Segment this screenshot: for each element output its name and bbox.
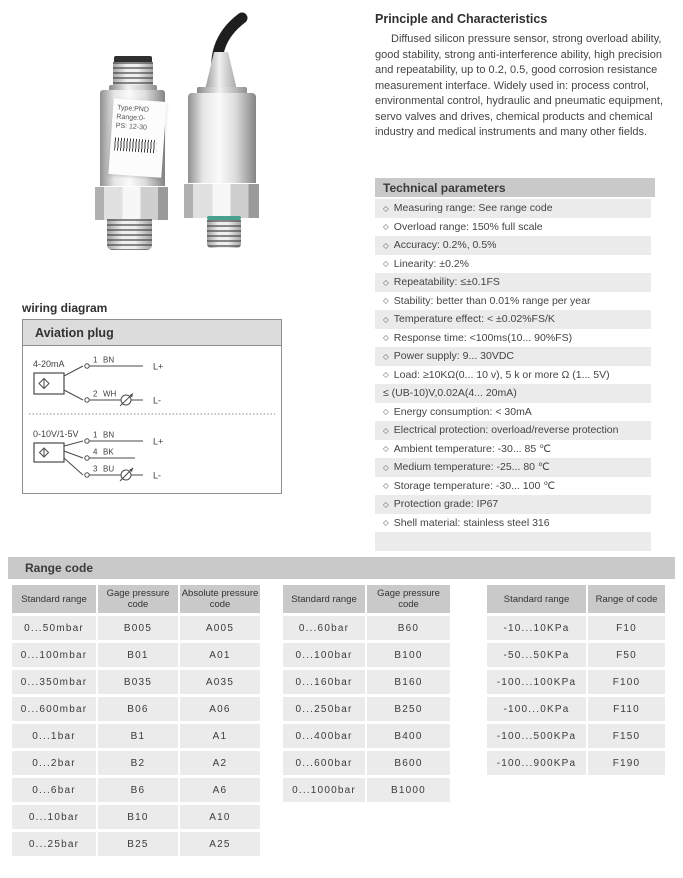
table-cell: B160: [367, 670, 450, 694]
diamond-bullet-icon: ◇: [383, 425, 389, 435]
technical-parameter-row: [375, 532, 651, 551]
wiring-diagram-box: [22, 319, 282, 494]
wire-pin: 1: [93, 355, 98, 365]
wire-pin: 4: [93, 447, 98, 457]
table-cell: B60: [367, 616, 450, 640]
diamond-bullet-icon: ◇: [383, 203, 389, 213]
table-cell: B1: [98, 724, 178, 748]
table-header-cell: Gage pressure code: [367, 585, 450, 613]
sensor-label: [108, 98, 166, 178]
technical-parameter-row: [375, 329, 651, 348]
table-cell: B01: [98, 643, 178, 667]
diamond-bullet-icon: ◇: [383, 222, 389, 232]
table-cell: 0...60bar: [283, 616, 365, 640]
wire-terminal: L+: [153, 361, 164, 372]
table-cell: A10: [180, 805, 260, 829]
wire-color: BU: [103, 464, 115, 474]
wire-terminal: L-: [153, 470, 162, 481]
technical-parameter-text: Linearity: ±0.2%: [393, 257, 469, 270]
table-cell: 0...100bar: [283, 643, 365, 667]
technical-parameter-row: [375, 218, 651, 237]
technical-parameter-text: Temperature effect: < ±0.02%FS/K: [393, 313, 555, 326]
wiring-diagram-schematic: [23, 346, 281, 494]
sensor-hex-nut: [95, 186, 168, 220]
technical-parameter-text: Power supply: 9... 30VDC: [393, 350, 515, 363]
table-cell: F100: [588, 670, 665, 694]
sensor-label-barcode: [114, 137, 157, 153]
table-header-cell: Standard range: [283, 585, 365, 613]
wire-terminal: L+: [153, 436, 164, 447]
diamond-bullet-icon: ◇: [383, 518, 389, 528]
wire-color: BK: [103, 447, 114, 457]
table-cell: A1: [180, 724, 260, 748]
terminal-circle: [85, 456, 89, 460]
range-code-table: [283, 585, 450, 802]
sensor-label-line: Range:0-: [116, 113, 146, 123]
table-cell: F110: [588, 697, 665, 721]
technical-parameter-text: Shell material: stainless steel 316: [393, 516, 550, 529]
table-cell: 0...50mbar: [12, 616, 96, 640]
table-cell: 0...350mbar: [12, 670, 96, 694]
table-cell: B10: [98, 805, 178, 829]
technical-parameter-text: Load: ≥10KΩ(0... 10 v), 5 k or more Ω (1... 5V): [393, 368, 610, 381]
sensor-hex-nut: [184, 183, 259, 218]
technical-parameter-text: ≤ (UB-10)V,0.02A(4... 20mA): [383, 387, 517, 400]
terminal-circle: [85, 473, 89, 477]
technical-parameter-row: [375, 273, 651, 292]
table-cell: 0...250bar: [283, 697, 365, 721]
sensor-label-line: Type:PND: [116, 104, 150, 114]
technical-parameter-row: [375, 255, 651, 274]
technical-parameter-text: Medium temperature: -25... 80 ℃: [393, 461, 550, 474]
table-cell: 0...1000bar: [283, 778, 365, 802]
technical-parameter-row: [375, 292, 651, 311]
technical-parameter-row: [375, 366, 651, 385]
principle-title: Principle and Characteristics: [375, 12, 548, 26]
wire-pin: 3: [93, 464, 98, 474]
technical-parameter-row: [375, 236, 651, 255]
table-header-cell: Absolute pressure code: [180, 585, 260, 613]
technical-parameter-text: Measuring range: See range code: [393, 202, 553, 215]
table-cell: 0...600mbar: [12, 697, 96, 721]
table-cell: 0...100mbar: [12, 643, 96, 667]
diamond-bullet-icon: ◇: [383, 444, 389, 454]
technical-parameter-row: [375, 514, 651, 533]
technical-parameter-row: [375, 495, 651, 514]
diamond-bullet-icon: ◇: [383, 462, 389, 472]
diamond-bullet-icon: ◇: [383, 296, 389, 306]
diamond-bullet-icon: ◇: [383, 499, 389, 509]
table-cell: -100...100KPa: [487, 670, 586, 694]
technical-parameter-row: [375, 458, 651, 477]
sensor-thread-stud: [207, 220, 241, 248]
table-cell: 0...1bar: [12, 724, 96, 748]
technical-parameter-row: [375, 199, 651, 218]
table-header-cell: Range of code: [588, 585, 665, 613]
sensor-thread-stud: [107, 219, 152, 250]
technical-parameter-row: [375, 440, 651, 459]
sensor-label-line: PS: 12-30: [115, 122, 148, 132]
wire-pin: 1: [93, 430, 98, 440]
technical-parameter-text: Electrical protection: overload/reverse protection: [393, 424, 619, 437]
diamond-bullet-icon: ◇: [383, 333, 389, 343]
diamond-bullet-icon: ◇: [383, 351, 389, 361]
diamond-bullet-icon: ◇: [383, 259, 389, 269]
table-cell: A035: [180, 670, 260, 694]
table-cell: 0...2bar: [12, 751, 96, 775]
table-header-cell: Standard range: [12, 585, 96, 613]
table-cell: B250: [367, 697, 450, 721]
table-cell: B2: [98, 751, 178, 775]
table-cell: B6: [98, 778, 178, 802]
wiring-diagram-title: wiring diagram: [22, 301, 108, 315]
table-cell: -100...900KPa: [487, 751, 586, 775]
table-cell: 0...10bar: [12, 805, 96, 829]
technical-parameter-row: [375, 421, 651, 440]
table-cell: 0...25bar: [12, 832, 96, 856]
diamond-bullet-icon: ◇: [383, 370, 389, 380]
table-cell: 0...160bar: [283, 670, 365, 694]
range-code-table: [12, 585, 260, 856]
circuit2-label: 0-10V/1-5V: [33, 429, 79, 439]
sensor-body: [188, 93, 256, 183]
wire-terminal: L-: [153, 395, 162, 406]
table-cell: A25: [180, 832, 260, 856]
table-cell: A005: [180, 616, 260, 640]
table-cell: F10: [588, 616, 665, 640]
principle-section: [375, 12, 670, 141]
table-cell: A06: [180, 697, 260, 721]
technical-parameter-text: Response time: <100ms(10... 90%FS): [393, 331, 573, 344]
technical-parameter-text: Protection grade: IP67: [393, 498, 499, 511]
table-header-cell: Standard range: [487, 585, 586, 613]
wire-color: WH: [103, 389, 117, 399]
technical-parameter-text: Storage temperature: -30... 100 ℃: [393, 479, 555, 492]
technical-parameter-row: [375, 384, 651, 403]
table-cell: F150: [588, 724, 665, 748]
technical-parameter-row: [375, 477, 651, 496]
table-cell: A2: [180, 751, 260, 775]
technical-parameter-text: Stability: better than 0.01% range per year: [393, 294, 591, 307]
aviation-plug-header: Aviation plug: [23, 320, 281, 346]
diamond-bullet-icon: ◇: [383, 240, 389, 250]
wire-color: BN: [103, 430, 115, 440]
wire-pin: 2: [93, 389, 98, 399]
technical-parameter-text: Repeatability: ≤±0.1FS: [393, 276, 500, 289]
technical-parameters-header: Technical parameters: [375, 178, 655, 197]
technical-parameter-text: Accuracy: 0.2%, 0.5%: [393, 239, 497, 252]
table-cell: F50: [588, 643, 665, 667]
table-header-cell: Gage pressure code: [98, 585, 178, 613]
diamond-bullet-icon: ◇: [383, 277, 389, 287]
diamond-bullet-icon: ◇: [383, 314, 389, 324]
technical-parameter-text: Energy consumption: < 30mA: [393, 405, 532, 418]
diamond-bullet-icon: ◇: [383, 407, 389, 417]
table-cell: B1000: [367, 778, 450, 802]
technical-parameter-text: Overload range: 150% full scale: [393, 220, 543, 233]
diamond-bullet-icon: ◇: [383, 481, 389, 491]
technical-parameter-text: Ambient temperature: -30... 85 ℃: [393, 442, 551, 455]
sensor-connector-thread: [113, 62, 153, 86]
table-cell: B005: [98, 616, 178, 640]
table-cell: B25: [98, 832, 178, 856]
range-code-tables: [12, 585, 672, 870]
terminal-circle: [85, 398, 89, 402]
circuit1-label: 4-20mA: [33, 359, 65, 369]
range-code-table: [487, 585, 665, 775]
table-cell: -10...10KPa: [487, 616, 586, 640]
table-cell: A6: [180, 778, 260, 802]
table-cell: 0...400bar: [283, 724, 365, 748]
principle-body: Diffused silicon pressure sensor, strong overload ability, good stability, strong anti-interference ability, high precision and repeatability, up to 0.2, 0.5, good corrosion resistance measurement interface. Widely used in: process control, environmental control, hydraulic and pneumatic equipment, servo valves and drives, chemical products and chemical industry and medical instruments and many other fields.: [375, 33, 663, 138]
terminal-circle: [85, 439, 89, 443]
range-code-header: Range code: [8, 557, 675, 579]
technical-parameters-section: [375, 178, 655, 551]
table-cell: F190: [588, 751, 665, 775]
table-cell: B600: [367, 751, 450, 775]
technical-parameter-row: [375, 347, 651, 366]
table-cell: -50...50KPa: [487, 643, 586, 667]
terminal-circle: [85, 364, 89, 368]
table-cell: 0...6bar: [12, 778, 96, 802]
technical-parameters-list: [375, 199, 651, 551]
table-cell: 0...600bar: [283, 751, 365, 775]
table-cell: B400: [367, 724, 450, 748]
technical-parameter-row: [375, 310, 651, 329]
technical-parameter-row: [375, 403, 651, 422]
table-cell: B100: [367, 643, 450, 667]
table-cell: B035: [98, 670, 178, 694]
table-cell: -100...500KPa: [487, 724, 586, 748]
table-cell: A01: [180, 643, 260, 667]
wire-color: BN: [103, 355, 115, 365]
table-cell: -100...0KPa: [487, 697, 586, 721]
table-cell: B06: [98, 697, 178, 721]
